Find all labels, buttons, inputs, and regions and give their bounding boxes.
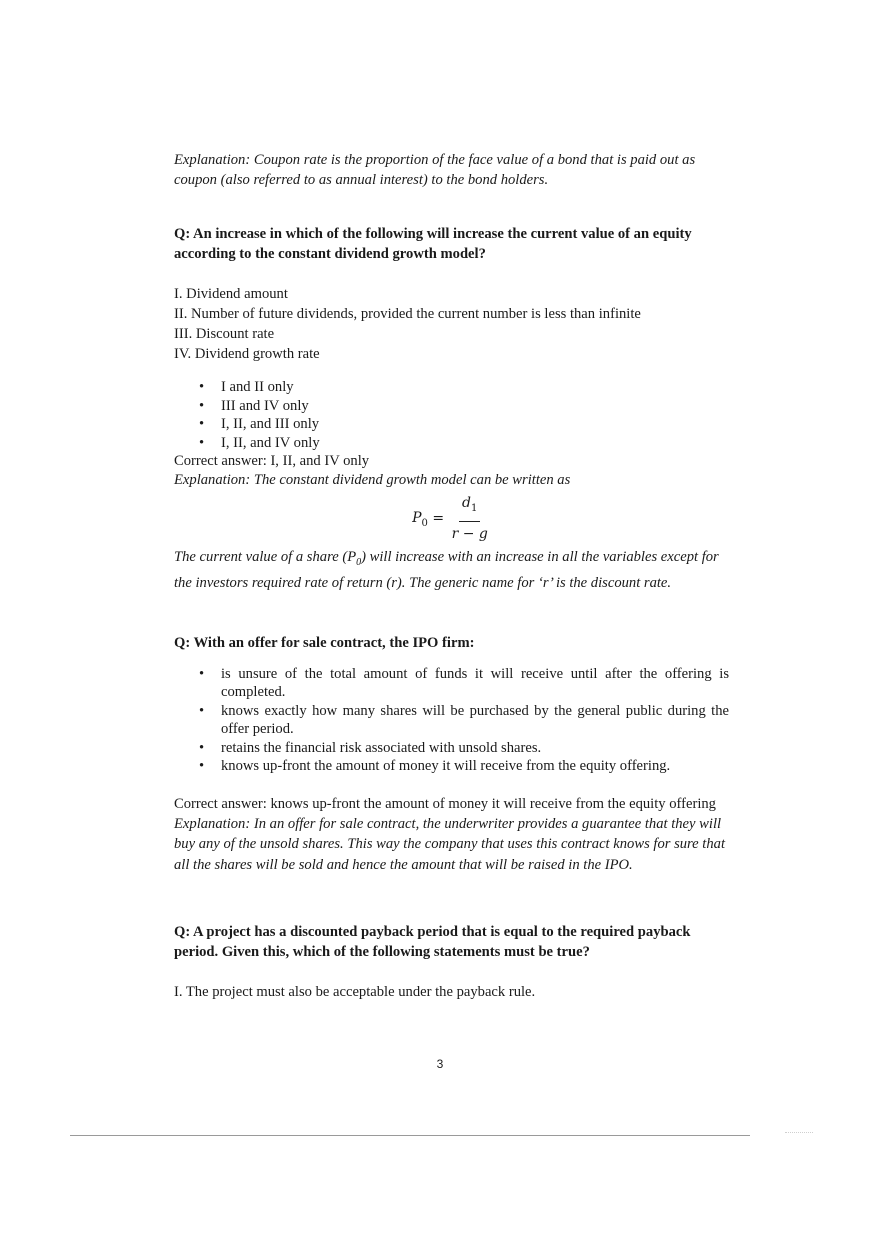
explanation-text: Explanation: The constant dividend growth model can be written as xyxy=(174,471,571,488)
footer-mark xyxy=(785,1132,813,1135)
statement-item: I. The project must also be acceptable under the payback rule. xyxy=(174,984,536,1001)
explanation-text: Explanation: In an offer for sale contract, the underwriter provides a guarantee that they will buy any of the unsold shares. This way the company that uses this contract knows for sure that all the shares will be sold and hence the amount that will be raised in the IPO. xyxy=(174,815,726,873)
footer-divider xyxy=(70,1135,750,1136)
formula-equals: = xyxy=(432,510,445,527)
option-item: • retains the financial risk associated with unsold shares. xyxy=(174,739,729,758)
formula-fraction xyxy=(449,493,491,544)
question-offer-for-sale: Q: With an offer for sale contract, the IPO firm: xyxy=(174,634,475,651)
document-page xyxy=(174,150,729,1002)
statement-list xyxy=(174,284,729,364)
correct-answer: Correct answer: knows up-front the amount of money it will receive from the equity offering xyxy=(174,795,716,812)
option-item: • knows exactly how many shares will be purchased by the general public during the offer period. xyxy=(174,702,729,739)
explanation-current-value: The current value of a share $(P_0)$ will increase with an increase in all the variables except for the investors required rate of return (r). The generic name for ‘r’ is the discount rate. xyxy=(174,549,719,591)
option-item: • knows up-front the amount of money it will receive from the equity offering. xyxy=(174,757,729,776)
statement-item: I. Dividend amount xyxy=(174,286,288,302)
explanation-coupon-rate: Explanation: Coupon rate is the proportion of the face value of a bond that is paid out as coupon (also referred to as annual interest) to the bond holders. xyxy=(174,152,696,188)
page-number: 3 xyxy=(436,1057,444,1071)
statement-item: III. Discount rate xyxy=(174,326,275,342)
formula-denominator: r − g xyxy=(451,525,488,542)
answer-options xyxy=(174,378,729,452)
formula-numerator: $d_1$ xyxy=(459,493,480,522)
answer-options xyxy=(174,665,729,776)
option-item: • III and IV only xyxy=(174,397,729,416)
statement-item: IV. Dividend growth rate xyxy=(174,346,320,362)
dividend-growth-formula xyxy=(174,493,729,541)
option-item: • is unsure of the total amount of funds it will receive until after the offering is completed. xyxy=(174,665,729,702)
option-item: • I, II, and III only xyxy=(174,415,729,434)
option-item: • I, II, and IV only xyxy=(174,434,729,453)
option-item: • I and II only xyxy=(174,378,729,397)
statement-item: II. Number of future dividends, provided the current number is less than infinite xyxy=(174,306,641,322)
correct-answer: Correct answer: I, II, and IV only xyxy=(174,453,370,469)
question-dividend-growth: Q: An increase in which of the following will increase the current value of an equity according to the constant dividend growth model? xyxy=(174,226,692,262)
formula-lhs: $P_0$ xyxy=(412,510,428,530)
question-discounted-payback: Q: A project has a discounted payback period that is equal to the required payback period. Given this, which of the following statements must be true? xyxy=(174,924,691,961)
